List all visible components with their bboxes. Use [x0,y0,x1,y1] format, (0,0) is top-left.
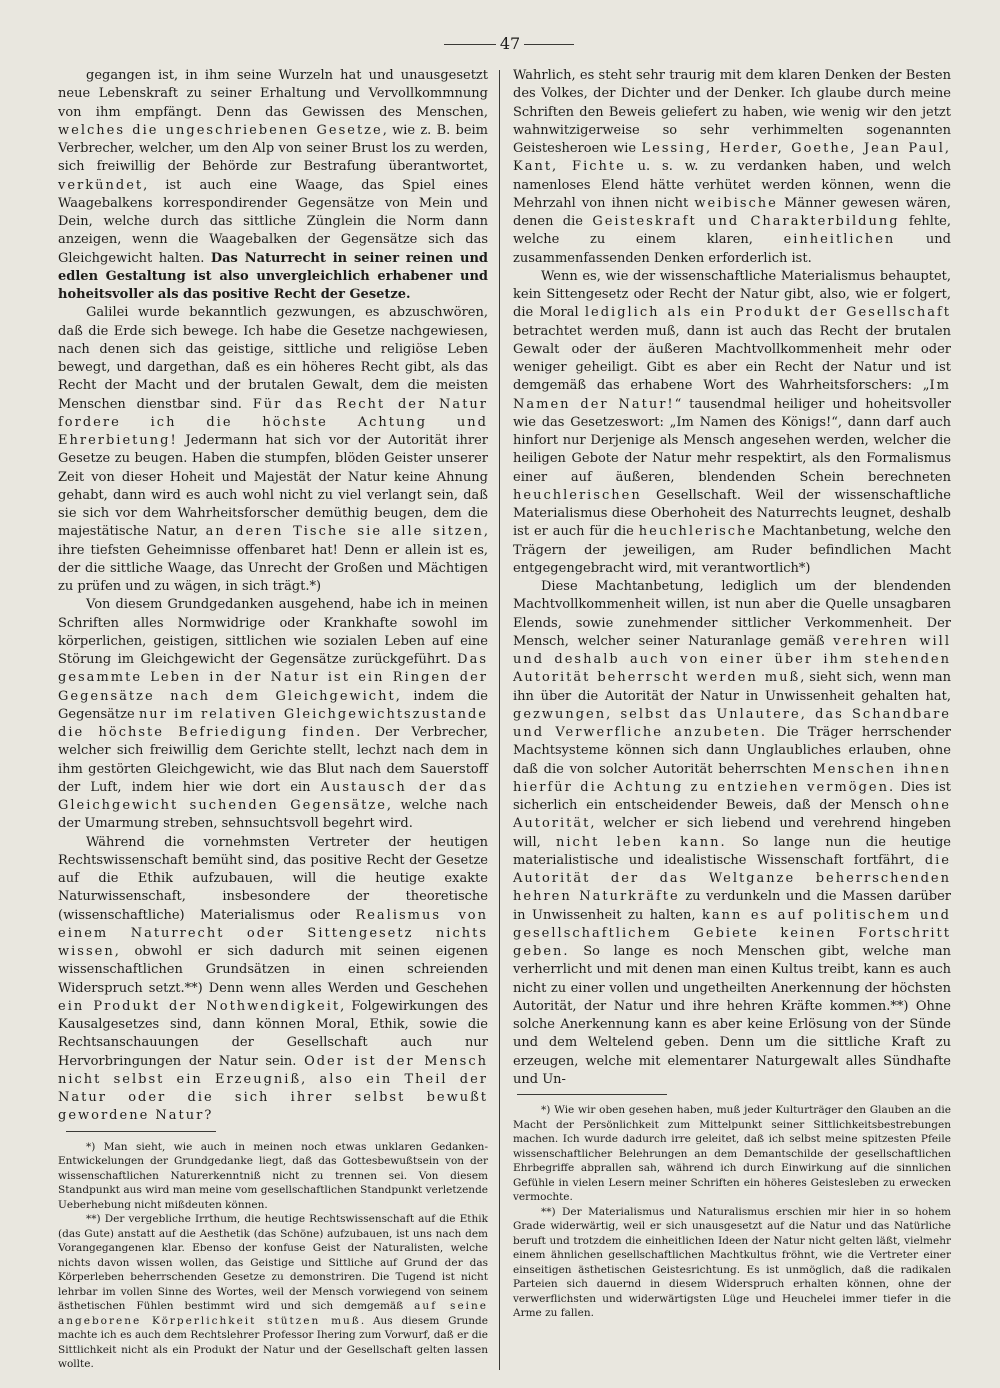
right-column-body [513,67,951,1089]
footnote [513,1103,951,1205]
text-run: Diese Machtanbetung, lediglich um der blendenden Machtvollkommenheit willen, ist nun aber die Quelle unsagbaren Elends, sowie zunehmender sittlicher Verkommenheit. Der Mensch, welcher seiner Naturanlage gemäß [513,579,951,649]
text-run: , ist auch eine Waage, das Spiel eines Waagebalkens korrespondirender Gegensätze von Mein und Dein, welche durch das sittliche Zünglein die Norm dann anzeigen, wenn die Waagebalken der Gegensätze sich das Gleichgewicht halten. [58,177,488,266]
text-run: nur im relativen Gleichgewichtszustande die höchste Befriedigung finden. [58,706,488,740]
text-run: So lange es noch Menschen gibt, welche man verherrlicht und mit denen man einen Kultus treibt, kann es auch nicht zu einer vollen und ungetheilten Anerkennung der höchsten Autorität, der Natur und ihre hehren Kräfte kommen.**) Ohne solche Anerkennung kann es aber keine Erlösung von der Sünde und dem Weltelend geben. Denn um die sittliche Kraft zu erzeugen, welche mit elementarer Naturgewalt alles Sündhafte und Un- [513,944,951,1087]
text-run: , welcher er sich liebend und verehrend hingeben will, [513,816,951,850]
text-run: gegangen ist, in ihm seine Wurzeln hat und unausgesetzt neue Lebenskraft zu seiner Erhaltung und Vervollkommnung von ihm empfängt. Denn das Gewissen des Menschen, [58,68,488,120]
page-header [0,32,1000,56]
text-run: an deren Tische sie alle sitzen [205,524,484,540]
text-run: , welche nach der Umarmung streben, sehnsuchtsvoll begehrt wird. [58,798,489,832]
footnote [58,1140,488,1213]
text-run: Geisteskraft und Charakterbildung [592,214,900,229]
text-run: Austausch der das Gleichgewicht suchenden Gegensätze [58,779,488,813]
text-run: einheitlichen [783,232,896,248]
text-run: Machtanbetung, welche den Trägern der jeweiligen, am Ruder befindlichen Macht entgegengebracht wird, mit verantwortlich*) [513,524,951,576]
paragraph [58,67,488,304]
paragraph [58,304,488,596]
text-run: “ tausendmal heiliger und hoheitsvoller wie das Gesetzeswort: „Im Namen des Königs!“, dann darf auch hinfort nur Derjenige als Mensch angesehen werden, welcher die heiligen Gebote der Natur mehr respektirt, als den Formalismus einer auf äußeren, blendenden Schein berechneten [513,396,951,485]
paragraph [58,596,488,833]
text-run: Der Verbrecher, welcher sich freiwillig dem Gerichte stellt, lechzt nach dem in ihm gestörten Gleichgewicht, wie das Blut nach dem Sauerstoff der Luft, indem hier wie dort ein [58,725,488,795]
text-run: , Folgewirkungen des Kausalgesetzes sind, dann können Moral, Ethik, sowie die Rechtsanschauungen der Gesellschaft auch nur Hervorbringungen der Natur sein. [58,998,488,1069]
page-number: 47 [499,34,521,53]
left-column-body [58,67,488,1126]
footnote-text-run: **) Der vergebliche Irrthum, die heutige Rechtswissenschaft auf die Ethik (das Gute) anstatt auf die Aesthetik (das Schöne) aufzubauen, ist uns nach dem Vorangegangenen klar. Ebenso der konfuse Geist der Naturalisten, welche nichts davon wissen wollen, das Geistige und Sittliche auf Grund der das Körperleben beherrschenden Gesetze zu demonstriren. Die Tugend ist nicht lehrbar im vollen Sinne des Wortes, weil der Mensch vorwiegend von seinem ästhetischen Fühlen bestimmt wird und sich demgemäß [58,1213,488,1312]
text-run: Realismus von einem Naturrecht oder Sittengesetz nichts wissen [58,907,489,959]
text-run: Im Namen der Natur! [513,378,951,412]
right-footnote-rule [517,1094,667,1095]
footnote [513,1205,951,1321]
text-run: Menschen ihnen hierfür die Achtung zu entziehen vermögen. [513,761,951,795]
text-run: Das gesammte Leben in der Natur ist ein Ringen der Gegensätze nach dem Gleichgewicht [58,652,488,704]
text-run: fehlte, welche zu einem klaren, [513,214,951,248]
text-run: Die Träger herrschender Machtsysteme können sich dann Unglaubliches erlauben, ohne daß die von solcher Autorität beherrschten [513,725,952,777]
text-run: nicht leben kann. [555,834,727,850]
footnote-text-run: auf seine angeborene Körperlichkeit stützen muß [58,1300,488,1327]
text-run: Wahrlich, es steht sehr traurig mit dem klaren Denken der Besten des Volkes, der Dichter und der Denker. Ich glaube durch meine Schriften den Beweis geliefert zu haben, wie wenig wir den jetzt wahnwitzigerweise so sehr verhimmelten sogenannten Geistesheroen wie [513,68,951,156]
text-run: Männer gewesen wären, denen die [513,195,952,229]
text-run: weibische [694,195,778,211]
footnote-text-run: *) Wie wir oben gesehen haben, muß jeder Kulturträger den Glauben an die Macht der Persönlichkeit zum Mittelpunkt seiner Sittlichkeitsbestrebungen machen. Ich wurde dadurch irre geleitet, daß ich selbst meine spitzesten Pfeile wissenschaftlicher Belehrungen an dem Demantschilde der gesellschaftlichen Ehrbegriffe abprallen sah, während ich durch Einwirkung auf die sinnlichen Gefühle in vielen Lesern meiner Schriften ein höheres Geistesleben zu erwecken vermochte. [513,1104,951,1203]
right-column-footnotes [513,1103,951,1321]
text-run: heuchlerische [638,524,758,540]
right-column [513,67,951,1321]
text-run: Wenn es, wie der wissenschaftliche Materialismus behauptet, kein Sittengesetz oder Recht der Natur gibt, also, wie er folgert, die Moral [513,268,951,321]
text-run: Galilei wurde bekanntlich gezwungen, es abzuschwören, daß die Erde sich bewege. Ich habe die Gesetze nachgewiesen, nach denen sich das geistige, sittliche und religiöse Leben bewegt, und dargethan, daß es ein höheres Recht gibt, als das Recht der Macht und der brutalen Gewalt, dem die meisten Menschen dienstbar sind. [58,305,488,412]
text-run: welches die ungeschriebenen Gesetze [58,122,383,138]
text-run: Das Naturrecht in seiner reinen und edlen Gestaltung ist also unvergleichlich erhabener und hoheitsvoller als das positive Recht der Gesetze. [58,250,488,302]
text-run: Dies ist sicherlich ein entscheidender Beweis, daß der Mensch [513,779,951,813]
text-run: und zusammenfassenden Denken erforderlich ist. [513,232,951,266]
header-rule-left [444,44,496,45]
left-footnote-rule [66,1131,216,1132]
text-run: Von diesem Grundgedanken ausgehend, habe ich in meinen Schriften alles Normwidrige oder Krankhafte sowohl im körperlichen, geistigen, sittlichen wie sozialen Leben auf eine Störung im Gleichgewicht der Gegensätze zurückgeführt. [58,597,488,667]
column-divider [499,70,500,1370]
text-run: , ihre tiefsten Geheimnisse offenbaret hat! Denn er allein ist es, der die sittliche Waage, das Unrecht der Großen und Mächtigen zu prüfen und zu wägen, in sich trägt.*) [58,524,488,594]
text-run: heuchlerischen [513,487,642,503]
text-run: Für das Recht der Natur fordere ich die höchste Achtung und Ehrerbietung! [58,396,488,448]
text-run: kann es auf politischem und gesellschaftlichem Gebiete keinen Fortschritt geben. [513,907,951,959]
text-run: die Autorität der das Weltganze beherrschenden hehren Naturkräfte [513,852,951,905]
text-run: Gesellschaft. Weil der wissenschaftliche Materialismus diese Oberhoheit des Naturrechts leugnet, deshalb ist er auch für die [513,487,951,540]
text-run: , sieht sich, wenn man ihn über die Autorität der Natur in Unwissenheit gehalten hat, [513,670,951,704]
text-run: gezwungen, selbst das Unlautere, das Schandbare und Verwerfliche anzubeten. [513,706,951,740]
text-run: , indem die Gegensätze [58,688,488,722]
text-run: u. s. w. zu verdanken haben, und welch namenloses Elend hätte verhütet werden können, wenn die Mehrzahl von ihnen nicht [513,159,951,211]
footnote [58,1212,488,1372]
text-run: So lange nun die heutige materialistische und idealistische Wissenschaft fortfährt, [513,834,951,868]
header-rule-right [524,44,574,45]
footnote-text-run: *) Man sieht, wie auch in meinen noch etwas unklaren Gedanken-Entwickelungen der Grundgedanke liegt, daß das Gottesbewußtsein von der wissenschaftlichen Naturerkenntniß nicht zu trennen sei. Von diesem Standpunkt aus wird man meine vom gesellschaftlichen Standpunkt verletzende Ueberhebung nicht mißdeuten können. [58,1140,488,1211]
text-run: Oder ist der Mensch nicht selbst ein Erzeugniß, also ein Theil der Natur oder die sich ihrer selbst bewußt gewordene Natur? [58,1053,488,1124]
text-run: Während die vornehmsten Vertreter der heutigen Rechtswissenschaft bemüht sind, das positive Recht der Gesetze auf die Ethik aufzubauen, will die heutige exakte Naturwissenschaft, insbesondere der theoretische (wissenschaftliche) Materialismus oder [58,834,488,923]
text-run: , wie z. B. beim Verbrecher, welcher, um den Alp von seiner Brust los zu werden, sich freiwillig der Behörde zur Bestrafung überantwortet, [58,122,488,175]
paragraph [513,578,951,1089]
text-run: ein Produkt der Nothwendigkeit [58,998,341,1014]
text-run: , obwohl er sich dadurch mit seinen eigenen wissenschaftlichen Grundsätzen in einen schreienden Widerspruch setzt.**) Denn wenn alles Werden und Geschehen [58,944,488,996]
paragraph [58,834,488,1126]
text-run: Lessing, Herder, Goethe, Jean Paul, Kant, Fichte [513,141,951,175]
footnote-text-run: **) Der Materialismus und Naturalismus erschien mir hier in so hohem Grade widerwärtig, weil er sich unausgesetzt auf die Natur und das Natürliche beruft und trotzdem die einheitlichen Ideen der Natur nicht gelten läßt, vielmehr einem ähnlichen gesellschaftlichen Machtkultus fröhnt, wie die Vertreter einer einseitigen ästhetischen Geistesrichtung. Es ist unmöglich, daß die radikalen Parteien sich dauernd in diesem Widerspruch erhalten können, ohne der verwerflichsten und widerwärtigsten Lüge und Heuchelei immer tiefer in die Arme zu fallen. [513,1205,951,1319]
paragraph [513,67,951,268]
text-run: ohne Autorität [513,798,951,832]
paragraph [513,268,951,578]
text-run: betrachtet werden muß, dann ist auch das Recht der brutalen Gewalt oder der äußeren Machtvollkommenheit mehr oder weniger geheiligt. Gibt es aber ein Recht der Natur und ist demgemäß das erhabene Wort des Wahrheitsforschers: „ [513,323,951,394]
left-column [58,67,488,1372]
text-run: verkündet [58,177,144,193]
text-run: zu verdunkeln und die Massen darüber in Unwissenheit zu halten, [513,889,951,923]
text-run: lediglich als ein Produkt der Gesellschaft [584,305,951,321]
text-run: verehren will und deshalb auch von einer über ihm stehenden Autorität beherrscht werden muß [513,633,951,686]
left-column-footnotes [58,1140,488,1372]
footnote-text-run: . Aus diesem Grunde machte ich es auch dem Rechtslehrer Professor Ihering zum Vorwurf, daß er die Sittlichkeit nicht als ein Produkt der Natur und der Gesellschaft gelten lassen wollte. [58,1314,488,1370]
text-run: Jedermann hat sich vor der Autorität ihrer Gesetze zu beugen. Haben die stumpfen, blöden Geister unserer Zeit von dieser Hoheit und Majestät der Natur keine Ahnung gehabt, dann wird es auch wohl nicht zu viel verlangt sein, daß sie sich vor dem Wahrheitsforscher demüthig beugen, dem die majestätische Natur, [58,433,488,540]
